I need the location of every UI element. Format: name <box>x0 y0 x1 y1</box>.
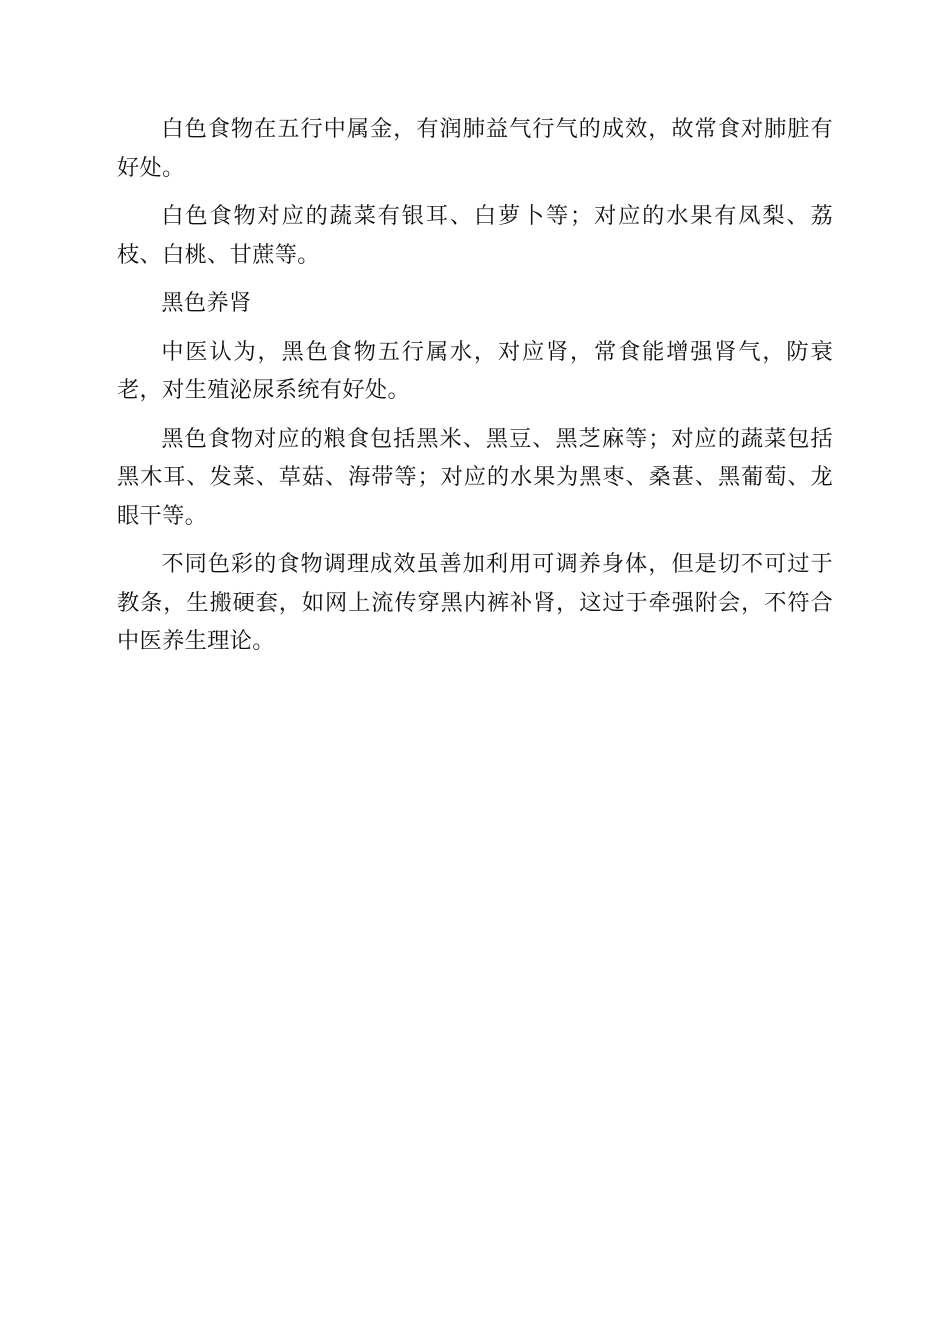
section-heading-black-kidney: 黑色养肾 <box>161 290 252 316</box>
paragraph-caution: 不同色彩的食物调理成效虽善加利用可调养身体，但是切不可过于教条，生搬硬套，如网上流传穿黑内裤补肾，这过于牵强附会，不符合中医养生理论。 <box>117 551 833 654</box>
paragraph-white-food-metal: 白色食物在五行中属金，有润肺益气行气的成效，故常食对肺脏有好处。 <box>117 116 833 181</box>
paragraph-white-food-examples: 白色食物对应的蔬菜有银耳、白萝卜等；对应的水果有凤梨、荔枝、白桃、甘蔗等。 <box>117 203 833 268</box>
document-body <box>117 110 833 671</box>
paragraph-black-food-examples: 黑色食物对应的粮食包括黑米、黑豆、黑芝麻等；对应的蔬菜包括黑木耳、发菜、草菇、海带等；对应的水果为黑枣、桑葚、黑葡萄、龙眼干等。 <box>117 425 833 529</box>
paragraph-black-food-water: 中医认为，黑色食物五行属水，对应肾，常食能增强肾气，防衰老，对生殖泌尿系统有好处。 <box>117 338 833 403</box>
